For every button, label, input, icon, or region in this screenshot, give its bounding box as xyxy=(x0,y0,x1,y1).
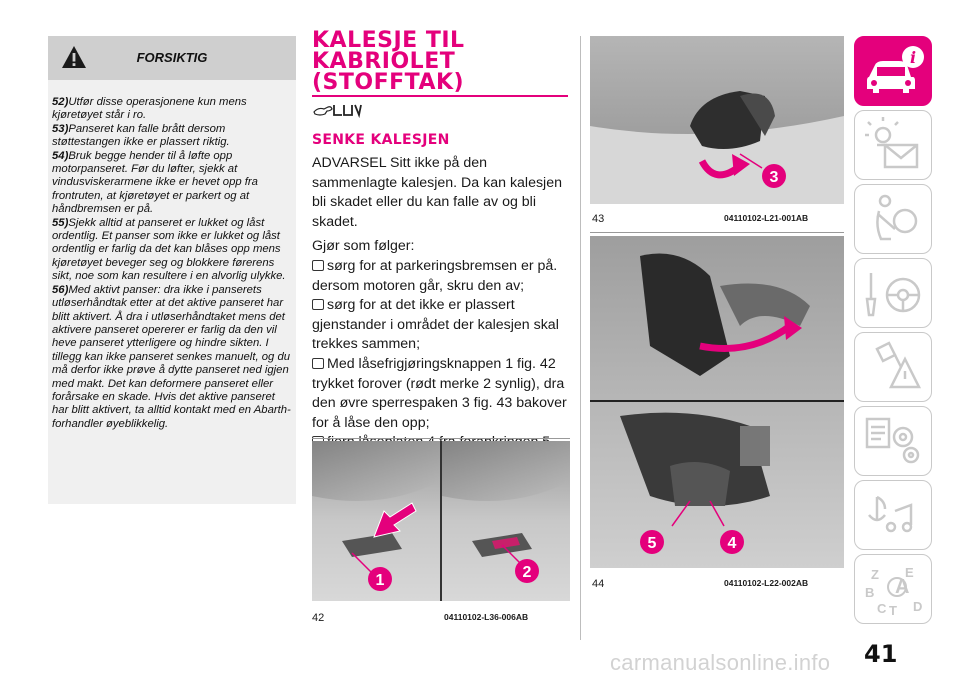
callout-1 xyxy=(368,567,392,591)
multimedia-icon xyxy=(855,481,933,551)
tab-starting-driving[interactable] xyxy=(854,258,932,328)
svg-text:E: E xyxy=(905,565,914,580)
warning-list xyxy=(52,96,294,431)
figure-rule xyxy=(312,438,570,439)
figure-number: 44 xyxy=(592,578,605,590)
svg-text:A: A xyxy=(895,576,910,598)
figure-code: 04110102-L21-001AB xyxy=(724,213,809,223)
svg-text:5: 5 xyxy=(647,535,657,552)
figure-44-image xyxy=(590,236,844,568)
lights-messages-icon xyxy=(855,111,933,181)
instructions xyxy=(312,154,570,473)
callout-4 xyxy=(720,530,744,554)
figure-code: 04110102-L36-006AB xyxy=(444,612,529,622)
svg-text:C: C xyxy=(877,601,887,616)
step-item: sørg for at parkeringsbremsen er på. dersom motoren går, skru den av; xyxy=(312,257,558,294)
warning-title: FORSIKTIG xyxy=(136,50,208,65)
column-divider xyxy=(580,36,581,640)
warning-item: 54)Bruk begge hender til å løfte opp motorpanseret. Før du løfter, sjekk at vindusviskerarmene ikke er hevet opp fra frontruten, at kjøretøyet er parkert og at håndbremsen er på. xyxy=(52,149,258,216)
bullet-icon xyxy=(312,358,324,369)
heading-rule xyxy=(312,95,568,97)
section-content xyxy=(312,30,570,473)
figure-42-image xyxy=(312,441,570,601)
section-heading: KALESJE TIL KABRIOLET (STOFFTAK) xyxy=(312,28,465,95)
index-letters-icon xyxy=(855,555,933,625)
warning-box xyxy=(48,36,296,504)
figure-rule xyxy=(590,232,844,233)
svg-text:3: 3 xyxy=(769,169,779,186)
bullet-icon xyxy=(312,260,324,271)
subheading: SENKE KALESJEN xyxy=(312,132,450,148)
hand-car-icon xyxy=(312,101,362,119)
step-item: Med låsefrigjøringsknappen 1 fig. 42 trykket forover (rødt merke 2 synlig), dra den øvre sperrespaken 3 fig. 43 bakover for å låse den opp; xyxy=(312,355,567,431)
tab-dashboard-info[interactable] xyxy=(854,36,932,106)
tab-safety[interactable] xyxy=(854,184,932,254)
emergency-triangle-icon xyxy=(855,333,933,403)
tab-multimedia[interactable] xyxy=(854,480,932,550)
figure-43-image xyxy=(590,36,844,204)
steering-wheel-icon xyxy=(855,259,933,329)
svg-text:T: T xyxy=(889,603,897,618)
figure-number: 42 xyxy=(312,612,325,624)
warning-item: 56)Med aktivt panser: dra ikke i panserets utløserhåndtak etter at det aktive panseret har blitt aktivert. Å dra i utløserhåndtaket mens det aktivere panseret opererer er farlig da den vil heve panseret ytterligere og hindre sikten. I tillegg kan ikke panseret senkes manuelt, og du må derfor ikke prøve å dytte panseret ned igjen med makt. Det kan deformere panseret eller forårsake en skade. Hvis det aktive panseret har blitt aktivert, ta alltid kontakt med en Abarth-forhandler øyeblikkelig. xyxy=(52,283,291,430)
safety-airbag-icon xyxy=(855,185,933,255)
tab-lights-messages[interactable] xyxy=(854,110,932,180)
page-number: 41 xyxy=(864,640,898,668)
warning-header xyxy=(48,36,296,80)
callout-5 xyxy=(640,530,664,554)
intro-text: Gjør som følger: xyxy=(312,238,415,255)
caution-text: ADVARSEL Sitt ikke på den sammenlagte kalesjen. Da kan kalesjen bli skadet eller du kan falle av og bli skadet. xyxy=(312,155,562,230)
figure-code: 04110102-L22-002AB xyxy=(724,578,809,588)
maintenance-gears-icon xyxy=(855,407,933,477)
warning-item: 52)Utfør disse operasjonene kun mens kjøretøyet står i ro. xyxy=(52,96,247,122)
tab-emergency[interactable] xyxy=(854,332,932,402)
watermark: carmanualsonline.info xyxy=(610,650,831,675)
warning-item: 55)Sjekk alltid at panseret er lukket og låst ordentlig. Et panser som ikke er lukket og låst ordentlig er farlig da det kan blåses opp mens kjøretøyet beveger seg og blokkere førerens sikt, noe som kan resultere i en alvorlig ulykke. xyxy=(52,216,286,283)
svg-text:Z: Z xyxy=(871,567,879,582)
svg-text:D: D xyxy=(913,599,923,614)
svg-text:i: i xyxy=(909,48,917,67)
step-item: sørg for at det ikke er plassert gjenstander i området der kalesjen skal trekkes sammen; xyxy=(312,297,559,353)
callout-2 xyxy=(515,559,539,583)
svg-text:1: 1 xyxy=(375,572,385,589)
callout-3 xyxy=(762,164,786,188)
warning-item: 53)Panseret kan falle brått dersom støttestangen ikke er plassert riktig. xyxy=(52,122,230,149)
bullet-icon xyxy=(312,299,324,310)
svg-text:4: 4 xyxy=(727,535,737,552)
tab-index[interactable] xyxy=(854,554,932,624)
figure-number: 43 xyxy=(592,213,605,225)
svg-text:2: 2 xyxy=(522,564,532,581)
car-info-icon xyxy=(855,37,933,107)
tab-maintenance[interactable] xyxy=(854,406,932,476)
figure-42 xyxy=(312,438,570,606)
svg-text:B: B xyxy=(865,585,875,600)
